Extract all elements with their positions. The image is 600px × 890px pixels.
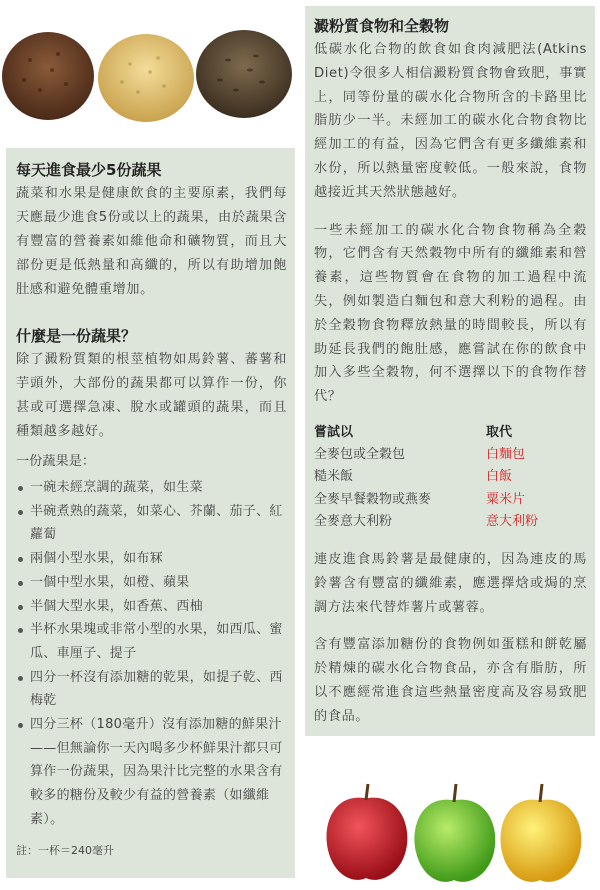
- table-row: [314, 444, 587, 467]
- apples-image: [318, 778, 588, 886]
- instead-cell: 粟米片: [486, 491, 526, 507]
- yellow-apple: [501, 784, 582, 882]
- starch-para-3: 連皮進食馬鈴薯是最健康的，因為連皮的馬鈴薯含有豐富的纖維素，應選擇焓或焗的烹調方法來代替炸薯片或薯蓉。: [314, 551, 587, 615]
- list-item: 半碗煮熟的蔬菜，如菜心、芥蘭、茄子、紅蘿蔔: [16, 500, 287, 547]
- table-row: [314, 466, 587, 489]
- table-header-row: [314, 421, 587, 444]
- table-row: [314, 511, 587, 534]
- instead-cell: 白飯: [486, 469, 513, 485]
- list-item: 一個中型水果，如橙、蘋果: [16, 571, 287, 595]
- red-apple: [327, 784, 408, 880]
- portion-list: [16, 476, 287, 832]
- millet-heap: [98, 34, 194, 122]
- try-cell: 全麥早餐穀物或燕麥: [314, 491, 432, 507]
- buckwheat-heap: [2, 32, 94, 120]
- starch-para-1: 低碳水化合物的飲食如食肉減肥法(Atkins Diet)令很多人相信澱粉質食物會致肥，事實上，同等份量的碳水化合物所含的卡路里比脂肪少一半。未經加工的碳水化合物食物比經加工的有益，因為它們含有更多纖維素和水份，所以熱量密度較低。一般來說，食物越接近其天然狀態越好。: [314, 42, 587, 200]
- starch-grain-panel: [305, 6, 595, 736]
- try-cell: 全麥意大利粉: [314, 514, 393, 530]
- try-cell: 糙米飯: [314, 469, 354, 485]
- swap-table: [314, 421, 587, 534]
- grains-image: [0, 0, 298, 142]
- five-a-day-heading: 每天進食最少5份蔬果: [16, 161, 162, 179]
- portion-body: 除了澱粉質類的根莖植物如馬鈴薯、蕃薯和芋頭外，大部份的蔬果都可以算作一份，你甚或可選擇急凍、脫水或罐頭的蔬果，而且種類越多越好。: [16, 352, 287, 439]
- list-item: 一碗未經烹調的蔬菜，如生菜: [16, 476, 287, 500]
- five-a-day-body: 蔬菜和水果是健康飲食的主要原素，我們每天應最少進食5份或以上的蔬果，由於蔬果含有豐富的營養素如維他命和礦物質，而且大部份更是低熱量和高纖的，所以有助增加飽肚感和避免體重增加。: [16, 186, 287, 297]
- list-item: 兩個小型水果，如布冧: [16, 547, 287, 571]
- table-row: [314, 489, 587, 512]
- instead-cell: 白麵包: [486, 446, 526, 462]
- starch-para-2: 一些未經加工的碳水化合物食物稱為全穀物，它們含有天然穀物中所有的纖維素和營養素，這些物質會在食物的加工過程中流失，例如製造白麵包和意大利粉的過程。由於全穀物食物釋放熱量的時間較長，所以有助延長我們的飽肚感，應嘗試在你的飲食中加入多些全穀物，何不選擇以下的食物作替代？: [314, 222, 587, 405]
- fruit-veg-panel: [6, 148, 295, 878]
- cup-note: 註：一杯＝240毫升: [16, 843, 114, 857]
- portion-heading: 什麼是一份蔬果？: [16, 327, 137, 345]
- col-instead-header: 取代: [486, 424, 513, 440]
- starch-para-4: 含有豐富添加糖份的食物例如蛋糕和餅乾屬於精煉的碳水化合物食品，亦含有脂肪，所以不應經常進食這些熱量密度高及容易致肥的食品。: [314, 637, 587, 724]
- try-cell: 全麥包或全穀包: [314, 446, 406, 462]
- list-item: 半杯水果塊或非常小型的水果，如西瓜、蜜瓜、車厘子、提子: [16, 618, 287, 665]
- list-item: 四分三杯（180毫升）沒有添加糖的鮮果汁——但無論你一天內喝多少杯鮮果汁都只可算作一份蔬果，因為果汁比完整的水果含有較多的糖份及較少有益的營養素（如纖維素）。: [16, 713, 287, 832]
- starch-heading: 澱粉質食物和全穀物: [314, 17, 450, 35]
- list-item: 半個大型水果，如香蕉、西柚: [16, 595, 287, 619]
- instead-cell: 意大利粉: [486, 514, 539, 530]
- brown-rice-heap: [196, 30, 292, 118]
- portion-lead: 一份蔬果是：: [16, 454, 96, 469]
- green-apple: [415, 784, 496, 882]
- col-try-header: 嘗試以: [314, 424, 354, 440]
- list-item: 四分一杯沒有添加糖的乾果，如提子乾、西梅乾: [16, 666, 287, 713]
